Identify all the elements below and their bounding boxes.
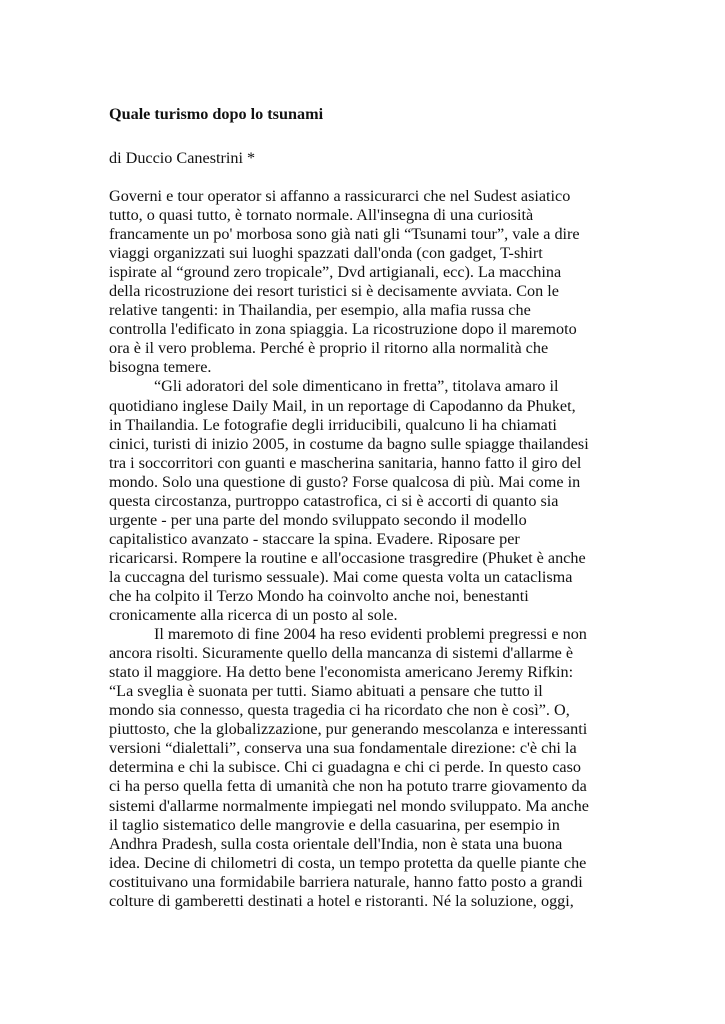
text-line: idea. Decine di chilometri di costa, un tempo protetta da quelle piante che [109,853,587,872]
paragraph [109,625,615,911]
text-line: in Thailandia. Le fotografie degli irriducibili, qualcuno li ha chiamati [109,415,557,434]
text-line: “Gli adoratori del sole dimenticano in fretta”, titolava amaro il [154,377,559,396]
text-line: mondo. Solo una questione di gusto? Forse qualcosa di più. Mai come in [109,472,581,491]
text-line: controlla l'edificato in zona spiaggia. La ricostruzione dopo il maremoto [109,320,577,339]
text-line: colture di gamberetti destinati a hotel e ristoranti. Né la soluzione, oggi, [109,891,574,910]
text-line: ci ha perso quella fetta di umanità che non ha potuto trarre giovamento da [109,777,587,796]
article-byline: di Duccio Canestrini * [109,149,256,167]
article-body [109,187,615,911]
text-line: ancora risolti. Sicuramente quello della mancanza di sistemi d'allarme è [109,644,574,663]
text-line: ricaricarsi. Rompere la routine e all'occasione trasgredire (Phuket è anche [109,548,586,567]
text-line: capitalistico avanzato - staccare la spina. Evadere. Riposare per [109,529,520,548]
paragraph [109,187,615,377]
text-line: urgente - per una parte del mondo sviluppato secondo il modello [109,510,527,529]
text-line: stato il maggiore. Ha detto bene l'economista americano Jeremy Rifkin: [109,663,574,682]
paragraph [109,377,615,625]
text-line: mondo sia connesso, questa tragedia ci ha ricordato che non è così”. O, [109,701,570,720]
text-line: Il maremoto di fine 2004 ha reso evidenti problemi pregressi e non [154,625,587,644]
text-line: il taglio sistematico delle mangrovie e della casuarina, per esempio in [109,815,560,834]
text-line: della ricostruzione dei resort turistici si è decisamente avviata. Con le [109,282,559,301]
text-line: costituivano una formidabile barriera naturale, hanno fatto posto a grandi [109,872,583,891]
text-line: bisogna temere. [109,358,212,377]
text-line: piuttosto, che la globalizzazione, pur generando mescolanza e interessanti [109,720,588,739]
text-line: cronicamente alla ricerca di un posto al sole. [109,606,398,625]
text-line: ispirate al “ground zero tropicale”, Dvd artigianali, ecc). La macchina [109,263,562,282]
text-line: ora è il vero problema. Perché è proprio il ritorno alla normalità che [109,339,549,358]
text-line: quotidiano inglese Daily Mail, in un reportage di Capodanno da Phuket, [109,396,576,415]
text-line: cinici, turisti di inizio 2005, in costume da bagno sulle spiagge thailandesi [109,434,589,453]
text-line: tra i soccorritori con guanti e mascherina sanitaria, hanno fatto il giro del [109,453,582,472]
text-line: questa circostanza, purtroppo catastrofica, ci si è accorti di quanto sia [109,491,559,510]
text-line: la cuccagna del turismo sessuale). Mai come questa volta un cataclisma [109,567,573,586]
text-line: versioni “dialettali”, conserva una sua fondamentale direzione: c'è chi la [109,739,577,758]
text-line: Andhra Pradesh, sulla costa orientale dell'India, non è stata una buona [109,834,563,853]
article-title: Quale turismo dopo lo tsunami [109,105,324,123]
text-line: determina e chi la subisce. Chi ci guadagna e chi ci perde. In questo caso [109,758,581,777]
text-line: Governi e tour operator si affanno a rassicurarci che nel Sudest asiatico [109,187,571,205]
text-line: tutto, o quasi tutto, è tornato normale. All'insegna di una curiosità [109,206,534,225]
text-line: “La sveglia è suonata per tutti. Siamo abituati a pensare che tutto il [109,682,543,701]
text-line: viaggi organizzati sui luoghi spazzati dall'onda (con gadget, T-shirt [109,244,543,263]
text-line: sistemi d'allarme normalmente impiegati nel mondo sviluppato. Ma anche [109,796,589,815]
document-page [109,105,615,910]
text-line: relative tangenti: in Thailandia, per esempio, alla mafia russa che [109,301,531,320]
text-line: francamente un po' morbosa sono già nati gli “Tsunami tour”, vale a dire [109,225,580,244]
text-line: che ha colpito il Terzo Mondo ha coinvolto anche noi, benestanti [109,586,529,605]
